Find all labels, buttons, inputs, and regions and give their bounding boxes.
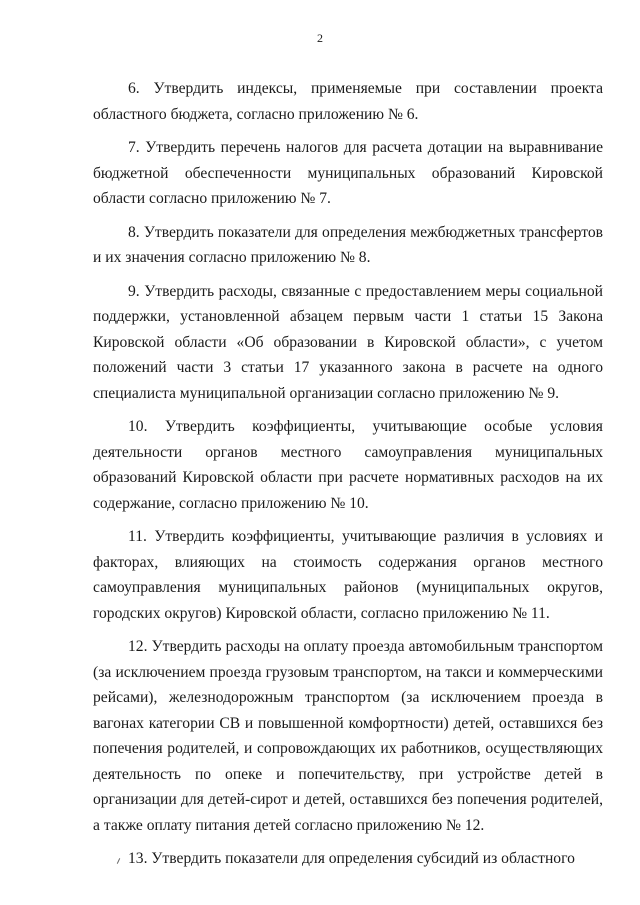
page-number: 2 (317, 31, 323, 45)
paragraph-item-13: 13. Утвердить показатели для определения субсидий из областного (128, 850, 575, 867)
paragraph-item-7: 7. Утвердить перечень налогов для расчета дотации на выравнивание бюджетной обеспеченности муниципальных образований Кировской области согласно приложению № 7. (93, 139, 603, 207)
paragraph-item-11: 11. Утвердить коэффициенты, учитывающие различия в условиях и факторах, влияющих на стоимость содержания органов местного самоуправления муниципальных районов (муниципальных округов, городских округов) Кировской области, согласно приложению № 11. (93, 528, 603, 622)
paragraph-item-6: 6. Утвердить индексы, применяемые при составлении проекта областного бюджета, согласно приложению № 6. (93, 80, 603, 123)
paragraph-item-12: 12. Утвердить расходы на оплату проезда автомобильным транспортом (за исключением проезда грузовым транспортом, на такси и коммерческими рейсами), железнодорожным транспортом (за исключением проезда в вагонах категории СВ и повышенной комфортности) детей, оставшихся без попечения родителей, и сопровождающих их работников, осуществляющих деятельность по опеке и попечительству, при устройстве детей в организации для детей-сирот и детей, оставшихся без попечения родителей, а также оплату питания детей согласно приложению № 12. (93, 638, 603, 834)
paragraph-item-9: 9. Утвердить расходы, связанные с предоставлением меры социальной поддержки, установленной абзацем первым части 1 статьи 15 Закона Кировской области «Об образовании в Кировской области», с учетом положений части 3 статьи 17 указанного закона в расчете на одного специалиста муниципальной организации согласно приложению № 9. (93, 282, 603, 402)
document-body (93, 76, 603, 880)
paragraph-item-10: 10. Утвердить коэффициенты, учитывающие особые условия деятельности органов местного самоуправления муниципальных образований Кировской области при расчете нормативных расходов на их содержание, согласно приложению № 10. (93, 418, 603, 512)
paragraph-item-8: 8. Утвердить показатели для определения межбюджетных трансфертов и их значения согласно приложению № 8. (93, 223, 603, 266)
